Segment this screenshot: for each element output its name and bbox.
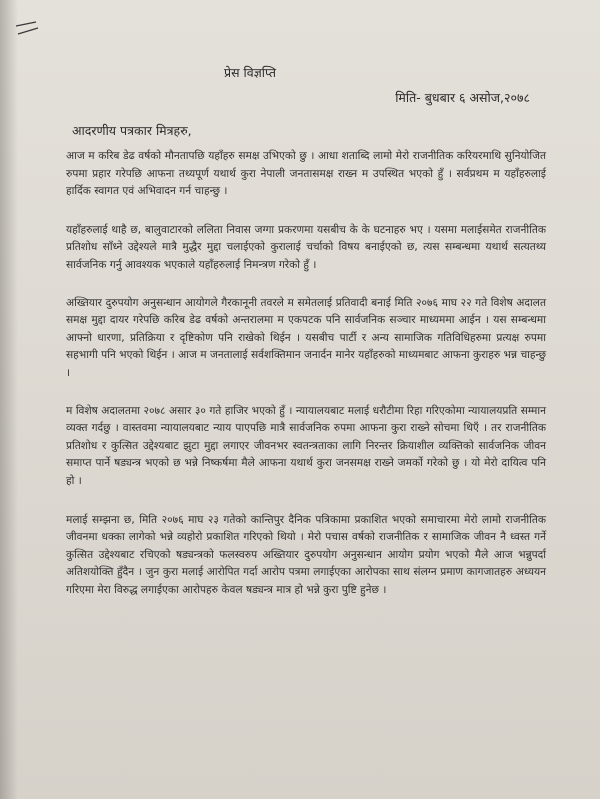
page-shadow xyxy=(0,0,18,799)
document-title: प्रेस विज्ञप्ति xyxy=(224,65,276,80)
paragraph-1: आज म करिब डेढ वर्षको मौनतापछि यहाँहरु समक्ष उभिएको छु । आधा शताब्दि लामो मेरो राजनीतिक करियरमाथि सुनियोजित रुपमा प्रहार गरेपछि आफना तथ्यपूर्ण यथार्थ कुरा नेपाली जनतासमक्ष राख्न म उपस्थित भएको हुँ । सर्वप्रथम म यहाँहरुलाई हार्दिक स्वागत एवं अभिवादन गर्न चाहन्छु । xyxy=(66,150,546,198)
paragraph-2: यहाँहरुलाई थाहै छ, बालुवाटारको ललिता निवास जग्गा प्रकरणमा यसबीच के के घटनाहरु भए । यसमा मलाईसमेत राजनीतिक प्रतिशोध साँध्ने उद्देश्यले मात्रै मुद्धैर मुद्दा चलाईएको कुरालाई चर्चाको विषय बनाईएको छ, त्यस सम्बन्धमा यथार्थ सत्यतथ्य सार्वजनिक गर्नु आवश्यक भएकाले यहाँहरुलाई निमन्त्रण गरेको हुँ । xyxy=(66,223,546,271)
document-date: मिति- बुधबार ६ असोज,२०७८ xyxy=(395,90,530,105)
paragraph-4: म विशेष अदालतमा २०७८ असार ३० गते हाजिर भएको हुँ । न्यायालयबाट मलाई धरौटीमा रिहा गरिएकोमा न्यायालयप्रति सम्मान व्यक्त गर्दछु । वास्तवमा न्यायालयबाट न्याय पाएपछि मात्रै सार्वजनिक रुपमा आफना कुरा राख्ने सोचमा थिएँ । तर राजनीतिक प्रतिशोध र कुत्सित उद्देश्यबाट झुटा मुद्दा लगाएर जीवनभर स्वतन्त्रताका लागि निरन्तर क्रियाशील व्यक्तिको सार्वजनिक जीवन समाप्त पार्ने षड्यन्त्र भएको छ भन्ने निष्कर्षमा मैले आफना यथार्थ कुरा जनसमक्ष राख्ने जमर्को गरेको छु । यो मेरो दायित्व पनि हो । xyxy=(66,404,546,487)
salutation: आदरणीय पत्रकार मित्रहरु, xyxy=(72,123,192,138)
pen-mark-icon xyxy=(14,18,40,40)
document-body xyxy=(66,148,546,618)
paragraph-3: अख्तियार दुरुपयोग अनुसन्धान आयोगले गैरकानूनी तवरले म समेतलाई प्रतिवादी बनाई मिति २०७६ माघ २२ गते विशेष अदालत समक्ष मुद्दा दायर गरेपछि करिब डेढ वर्षको अन्तरालमा म एकपटक पनि सार्वजनिक सञ्चार माध्यममा आईन । यस सम्बन्धमा आफ्नो धारणा, प्रतिक्रिया र दृष्टिकोण पनि राखेको थिईन । यसबीच पार्टी र अन्य सामाजिक गतिविधिहरुमा प्रत्यक्ष रुपमा सहभागी पनि भएको थिईन । आज म जनतालाई सर्वशक्तिमान जनार्दन मानेर यहाँहरुको माध्यमबाट आफना कुराहरु भन्न चाहन्छु । xyxy=(66,296,546,379)
paragraph-5: मलाई सम्झना छ, मिति २०७६ माघ २३ गतेको कान्तिपुर दैनिक पत्रिकामा प्रकाशित भएको समाचारमा मेरो लामो राजनीतिक जीवनमा धक्का लागेको भन्ने व्यहोरो प्रकाशित गरिएको थियो । मेरो पचास वर्षको राजनीतिक र सामाजिक जीवन नै ध्वस्त गर्ने कुत्सित उद्देश्यबाट रचिएको षड्यन्त्रको फलस्वरुप अख्तियार दुरुपयोग अनुसन्धान आयोग प्रयोग भएको मैले आज भन्नुपर्दा अतिशयोक्ति हुँदैन । जुन कुरा मलाई आरोपित गर्दा आरोप पत्रमा लगाईएका आरोपका साथ संलग्न प्रमाण कागजातहरु अध्ययन गरिएमा मेरा विरुद्ध लगाईएका आरोपहरु केवल षड्यन्त्र मात्र हो भन्ने कुरा पुष्टि हुनेछ । xyxy=(66,513,546,596)
